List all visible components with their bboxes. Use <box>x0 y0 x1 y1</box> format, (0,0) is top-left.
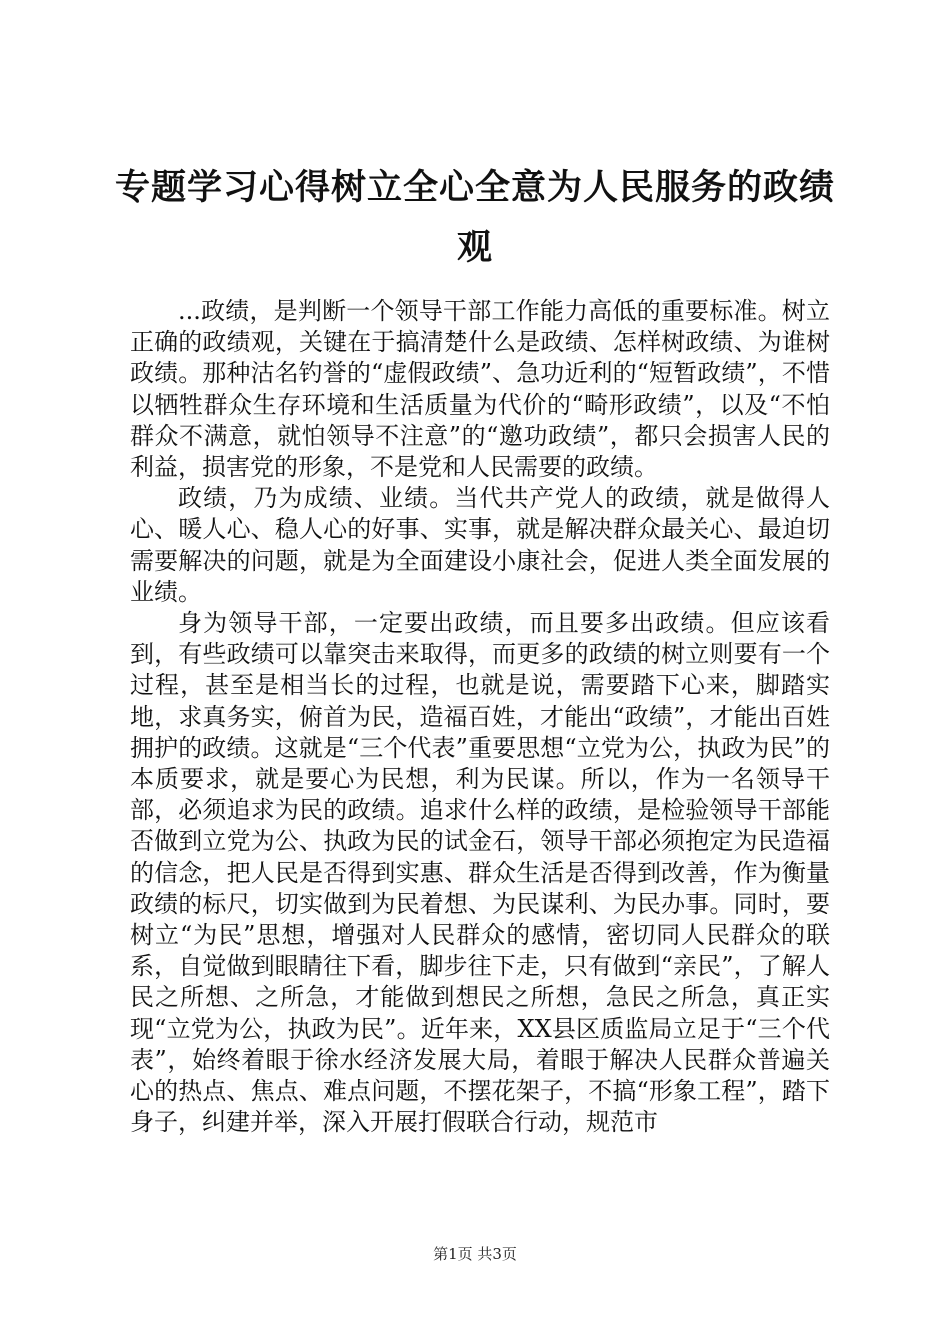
document-title: 专题学习心得树立全心全意为人民服务的政绩观 <box>114 167 835 268</box>
paragraph-3: 身为领导干部，一定要出政绩，而且要多出政绩。但应该看到，有些政绩可以靠突击来取得，而更多的政绩的树立则要有一个过程，甚至是相当长的过程，也就是说，需要踏下心来，脚踏实地，求真务实，俯首为民，造福百姓，才能出“政绩”，才能出百姓拥护的政绩。这就是“三个代表”重要思想“立党为公，执政为民”的本质要求，就是要心为民想，利为民谋。所以，作为一名领导干部，必须追求为民的政绩。追求什么样的政绩，是检验领导干部能否做到立党为公、执政为民的试金石，领导干部必须抱定为民造福的信念，把人民是否得到实惠、群众生活是否得到改善，作为衡量政绩的标尺，切实做到为民着想、为民谋利、为民办事。同时，要树立“为民”思想，增强对人民群众的感情，密切同人民群众的联系，自觉做到眼睛往下看，脚步往下走，只有做到“亲民”，了解人民之所想、之所急，才能做到想民之所想，急民之所急，真正实现“立党为公，执政为民”。近年来，XX县区质监局立足于“三个代表”，始终着眼于徐水经济发展大局，着眼于解决人民群众普遍关心的热点、焦点、难点问题，不摆花架子，不搞“形象工程”，踏下身子，纠建并举，深入开展打假联合行动，规范市 <box>130 609 830 1137</box>
document-body <box>130 296 830 1138</box>
page-number-footer: 第1页 共3页 <box>433 1245 517 1263</box>
paragraph-1: ...政绩，是判断一个领导干部工作能力高低的重要标准。树立正确的政绩观，关键在于搞清楚什么是政绩、怎样树政绩、为谁树政绩。那种沽名钓誉的“虚假政绩”、急功近利的“短暂政绩”，不惜以牺牲群众生存环境和生活质量为代价的“畸形政绩”，以及“不怕群众不满意，就怕领导不注意”的“邀功政绩”，都只会损害人民的利益，损害党的形象，不是党和人民需要的政绩。 <box>130 297 830 482</box>
paragraph-2: 政绩，乃为成绩、业绩。当代共产党人的政绩，就是做得人心、暖人心、稳人心的好事、实事，就是解决群众最关心、最迫切需要解决的问题，就是为全面建设小康社会，促进人类全面发展的业绩。 <box>130 484 830 606</box>
